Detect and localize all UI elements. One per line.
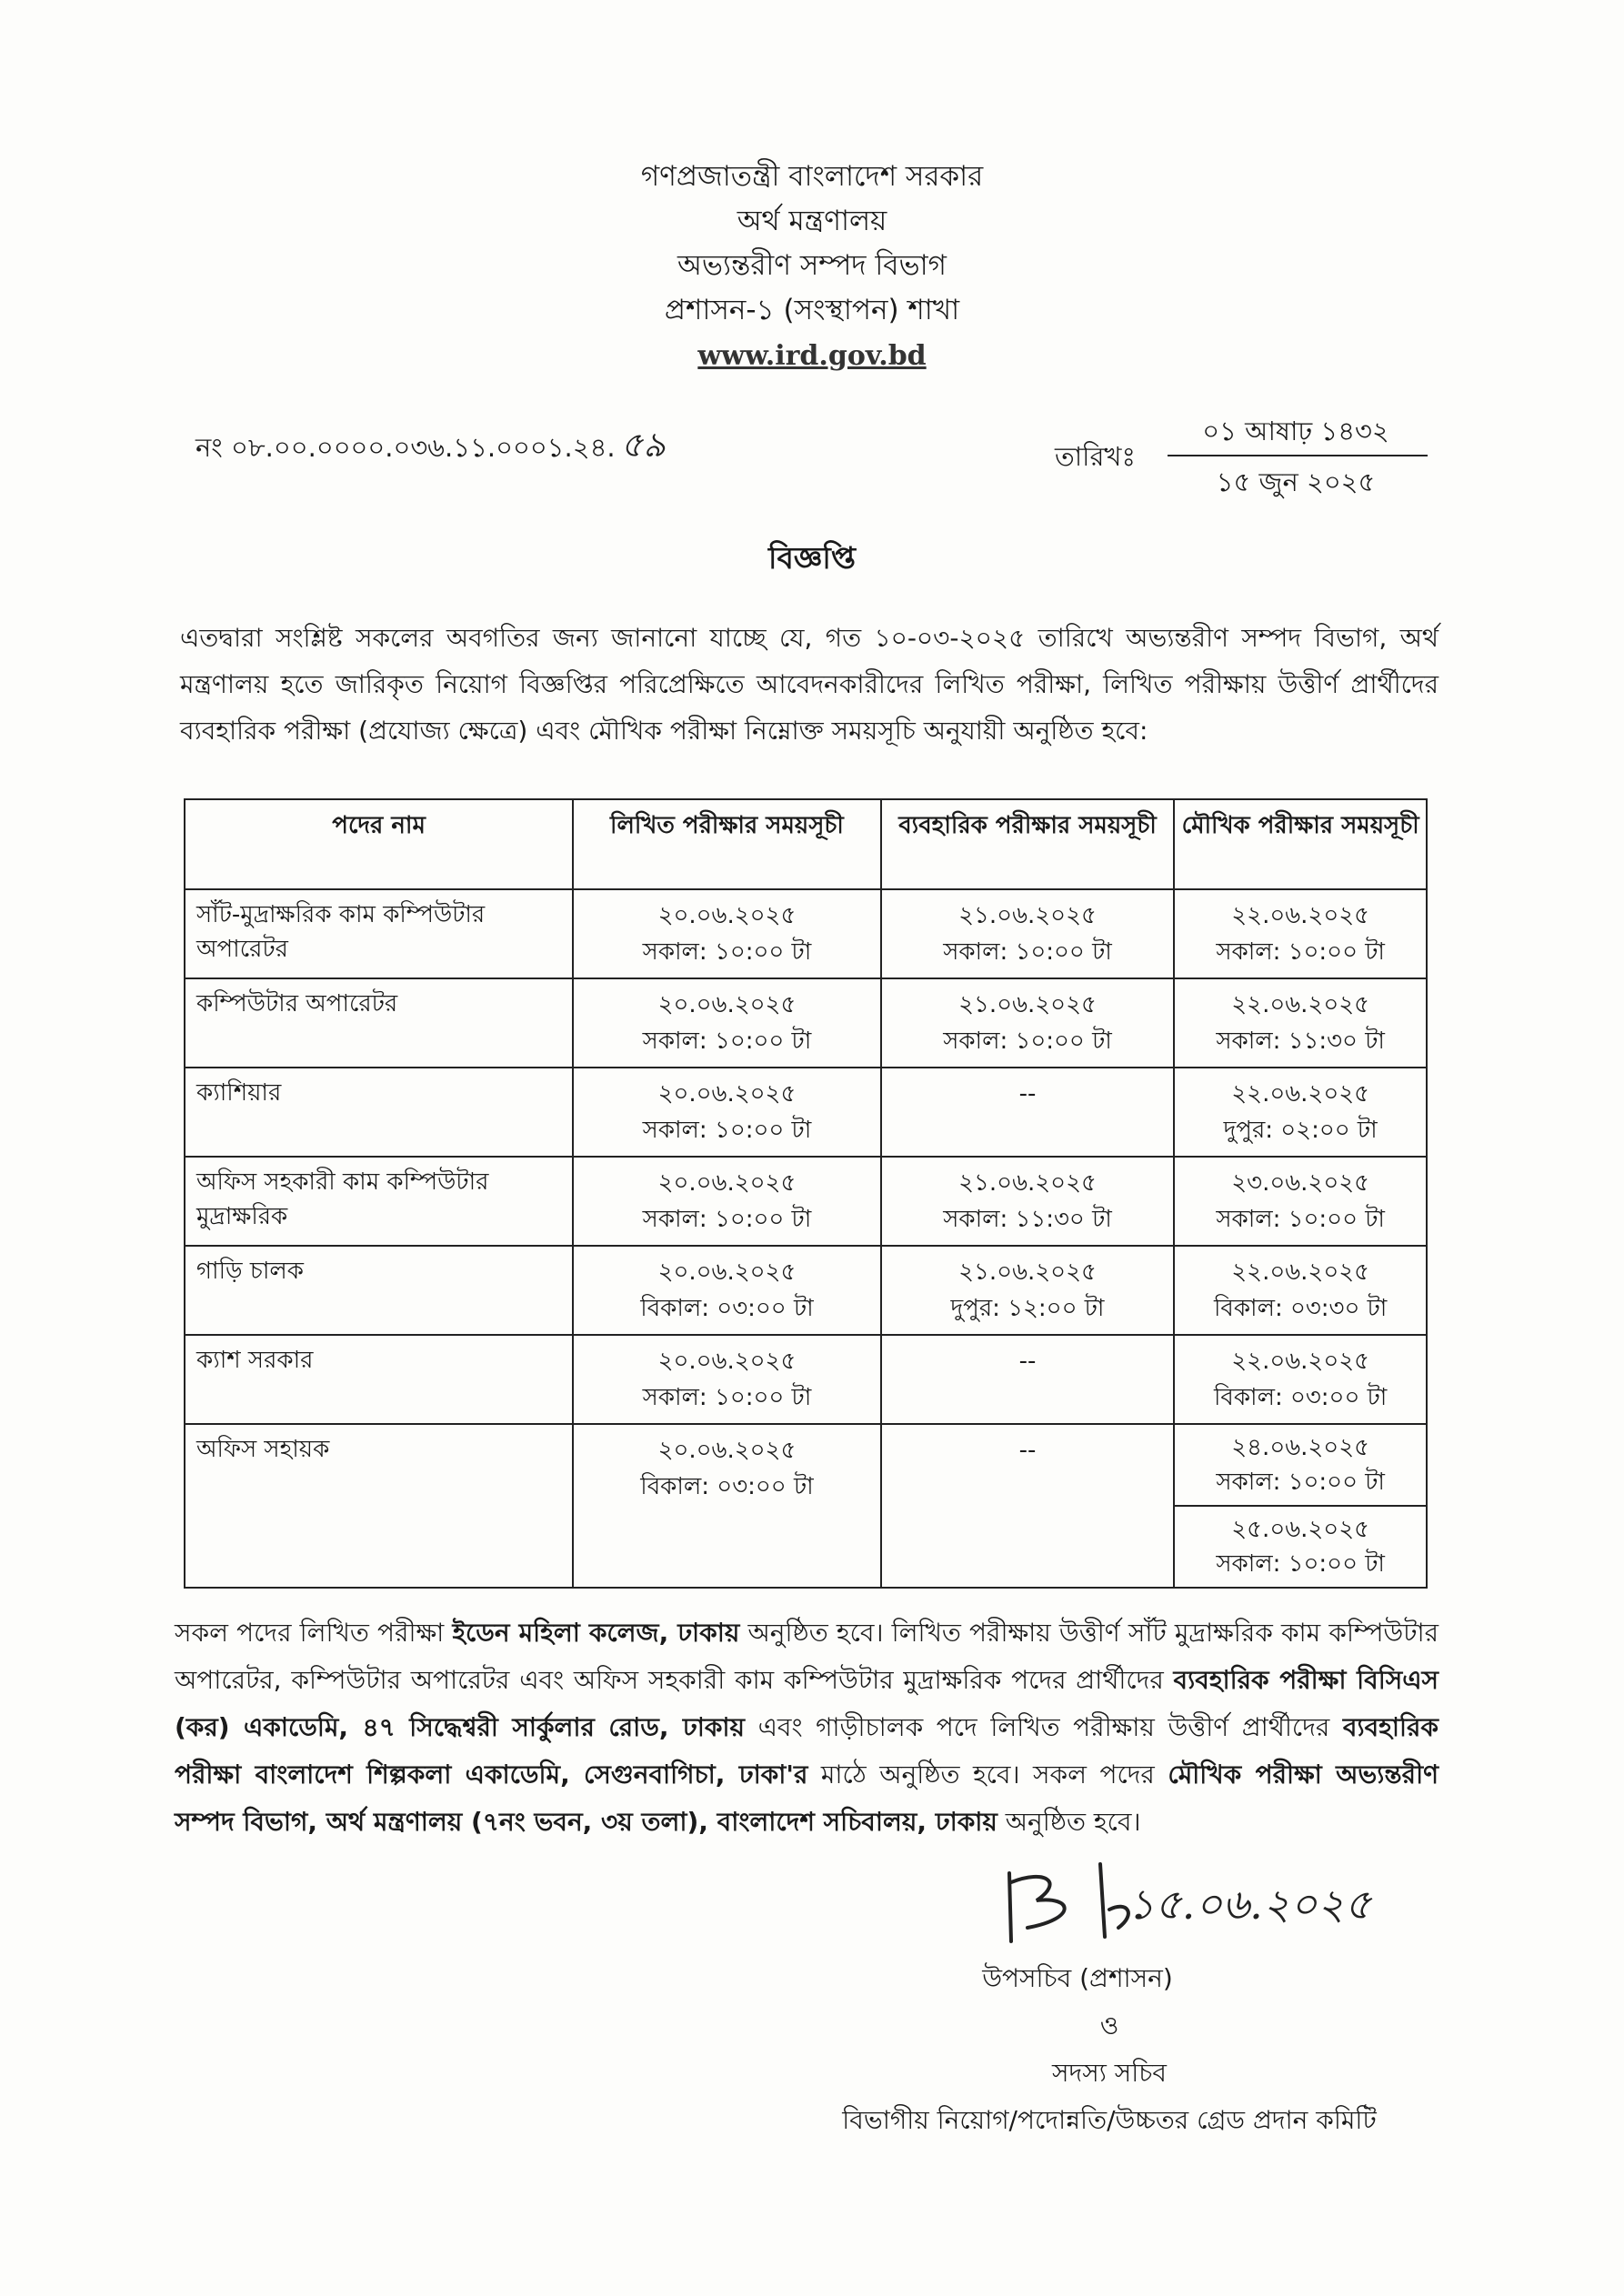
memo-number-text: নং ০৮.০০.০০০০.০৩৬.১১.০০০১.২৪. xyxy=(195,432,616,463)
closing-bold: ব্যবহারিক পরীক্ষা বিসিএস (কর) একাডেমি, ৪৭ সিদ্ধেশ্বরী সার্কুলার রোড, ঢাকায় xyxy=(175,1665,1439,1742)
written-schedule xyxy=(573,1424,881,1588)
written-schedule xyxy=(573,1157,881,1246)
written-date: ২০.০৬.২০২৫ xyxy=(657,1348,797,1375)
written-date: ২০.০৬.২০২৫ xyxy=(657,1169,797,1197)
viva-time: দুপুর: ০২:০০ টা xyxy=(1223,1117,1378,1144)
viva-schedule xyxy=(1174,1335,1427,1424)
viva-date: ২২.০৬.২০২৫ xyxy=(1231,1258,1370,1286)
written-date: ২০.০৬.২০২৫ xyxy=(657,902,797,929)
written-time: সকাল: ১০:০০ টা xyxy=(642,1384,812,1411)
written-schedule xyxy=(573,978,881,1068)
written-time: বিকাল: ০৩:০০ টা xyxy=(640,1295,814,1322)
viva-time: সকাল: ১০:০০ টা xyxy=(1216,1469,1385,1496)
table-row xyxy=(185,1424,1427,1506)
written-date: ২০.০৬.২০২৫ xyxy=(657,1437,797,1464)
viva-schedule xyxy=(1174,978,1427,1068)
post-name: ক্যাশিয়ার xyxy=(185,1068,573,1157)
signatory-conjunction: ও xyxy=(1099,2010,1119,2040)
viva-schedule xyxy=(1174,1157,1427,1246)
closing-bold: ইডেন মহিলা কলেজ, ঢাকায় xyxy=(452,1618,740,1648)
intro-paragraph: এতদ্বারা সংশ্লিষ্ট সকলের অবগতির জন্য জানানো যাচ্ছে যে, গত ১০-০৩-২০২৫ তারিখে অভ্যন্তরীণ সম্পদ বিভাগ, অর্থ মন্ত্রণালয় হতে জারিকৃত নিয়োগ বিজ্ঞপ্তির পরিপ্রেক্ষিতে আবেদনকারীদের লিখিত পরীক্ষা, লিখিত পরীক্ষায় উত্তীর্ণ প্রার্থীদের ব্যবহারিক পরীক্ষা (প্রযোজ্য ক্ষেত্রে) এবং মৌখিক পরীক্ষা নিম্নোক্ত সময়সূচি অনুযায়ী অনুষ্ঠিত হবে: xyxy=(180,623,1439,746)
table-row xyxy=(185,1335,1427,1424)
practical-date: ২১.০৬.২০২৫ xyxy=(958,1258,1097,1286)
signatory-block xyxy=(800,1955,1418,2144)
viva-date: ২২.০৬.২০২৫ xyxy=(1231,1348,1370,1375)
viva-time: সকাল: ১০:০০ টা xyxy=(1216,938,1385,966)
table-row xyxy=(185,889,1427,978)
viva-time: বিকাল: ০৩:৩০ টা xyxy=(1213,1295,1388,1322)
written-time: সকাল: ১০:০০ টা xyxy=(642,1028,812,1055)
written-schedule xyxy=(573,1335,881,1424)
table-header-row xyxy=(185,799,1427,889)
branch-name: প্রশাসন-১ (সংস্থাপন) শাখা xyxy=(664,294,960,326)
written-schedule xyxy=(573,1068,881,1157)
header-written: লিখিত পরীক্ষার সময়সূচী xyxy=(573,799,881,889)
date-bangla: ০১ আষাঢ় ১৪৩২ xyxy=(1202,416,1389,446)
written-schedule xyxy=(573,1246,881,1335)
viva-time: সকাল: ১০:০০ টা xyxy=(1216,1206,1385,1233)
practical-time: সকাল: ১১:৩০ টা xyxy=(943,1206,1112,1233)
practical-time: সকাল: ১০:০০ টা xyxy=(943,938,1112,966)
post-name: ক্যাশ সরকার xyxy=(185,1335,573,1424)
practical-schedule xyxy=(881,978,1175,1068)
govt-name: গণপ্রজাতন্ত্রী বাংলাদেশ সরকার xyxy=(640,160,984,193)
practical-schedule xyxy=(881,1424,1175,1588)
written-date: ২০.০৬.২০২৫ xyxy=(657,991,797,1018)
signatory-designation: উপসচিব (প্রশাসন) xyxy=(982,1963,1173,1993)
viva-date: ২২.০৬.২০২৫ xyxy=(1231,1080,1370,1108)
date-divider xyxy=(1168,455,1428,456)
closing-text: এবং গাড়ীচালক পদে লিখিত পরীক্ষায় উত্তীর্ণ প্রার্থীদের xyxy=(745,1712,1343,1742)
written-schedule xyxy=(573,889,881,978)
viva-date: ২২.০৬.২০২৫ xyxy=(1231,991,1370,1018)
practical-date: ২১.০৬.২০২৫ xyxy=(958,991,1097,1018)
header-post: পদের নাম xyxy=(185,799,573,889)
post-name: কম্পিউটার অপারেটর xyxy=(185,978,573,1068)
post-name: সাঁট-মুদ্রাক্ষরিক কাম কম্পিউটার অপারেটর xyxy=(185,889,573,978)
signatory-role: সদস্য সচিব xyxy=(1052,2058,1167,2088)
schedule-table xyxy=(184,798,1428,1589)
practical-schedule xyxy=(881,1335,1175,1424)
letterhead xyxy=(0,155,1624,380)
date-label: তারিখঃ xyxy=(1055,441,1136,472)
practical-date: -- xyxy=(1018,1348,1037,1375)
practical-schedule xyxy=(881,1246,1175,1335)
signature-handwritten-date: ১৫.০৬.২০২৫ xyxy=(1128,1880,1372,1929)
closing-text: অনুষ্ঠিত হবে। লিখিত পরীক্ষায় উত্তীর্ণ সাঁট মুদ্রাক্ষরিক কাম কম্পিউটার অপারেটর, কম্পিউটার অপারেটর এবং অফিস সহকারী কাম কম্পিউটার মুদ্রাক্ষরিক পদের প্রার্থীদের xyxy=(175,1618,1439,1695)
table-row xyxy=(185,1157,1427,1246)
written-date: ২০.০৬.২০২৫ xyxy=(657,1080,797,1108)
written-date: ২০.০৬.২০২৫ xyxy=(657,1258,797,1286)
practical-date: -- xyxy=(1018,1437,1037,1464)
table-row xyxy=(185,978,1427,1068)
viva-date: ২৪.০৬.২০২৫ xyxy=(1231,1434,1369,1461)
memo-number xyxy=(195,418,666,476)
viva-date: ২৫.০৬.২০২৫ xyxy=(1231,1516,1369,1543)
ministry-name: অর্থ মন্ত্রণালয় xyxy=(737,205,887,237)
written-time: সকাল: ১০:০০ টা xyxy=(642,938,812,966)
written-time: সকাল: ১০:০০ টা xyxy=(642,1117,812,1144)
schedule-body xyxy=(185,889,1427,1588)
viva-time: সকাল: ১০:০০ টা xyxy=(1216,1550,1385,1578)
practical-schedule xyxy=(881,1157,1175,1246)
practical-date: -- xyxy=(1018,1080,1037,1108)
closing-paragraph xyxy=(175,1609,1439,1846)
practical-time: দুপুর: ১২:০০ টা xyxy=(950,1295,1105,1322)
header-practical: ব্যবহারিক পরীক্ষার সময়সূচী xyxy=(881,799,1175,889)
viva-schedule xyxy=(1174,1424,1427,1506)
practical-schedule xyxy=(881,889,1175,978)
viva-schedule xyxy=(1174,889,1427,978)
viva-date: ২৩.০৬.২০২৫ xyxy=(1231,1169,1370,1197)
practical-date: ২১.০৬.২০২৫ xyxy=(958,1169,1097,1197)
notice-title: বিজ্ঞপ্তি xyxy=(768,540,856,576)
date-gregorian: ১৫ জুন ২০২৫ xyxy=(1216,466,1376,497)
table-row xyxy=(185,1246,1427,1335)
viva-date: ২২.০৬.২০২৫ xyxy=(1231,902,1370,929)
viva-schedule xyxy=(1174,1068,1427,1157)
post-name: অফিস সহকারী কাম কম্পিউটার মুদ্রাক্ষরিক xyxy=(185,1157,573,1246)
header-viva: মৌখিক পরীক্ষার সময়সূচী xyxy=(1174,799,1427,889)
viva-schedule xyxy=(1174,1506,1427,1588)
viva-time: বিকাল: ০৩:০০ টা xyxy=(1213,1384,1388,1411)
practical-date: ২১.০৬.২০২৫ xyxy=(958,902,1097,929)
practical-time: সকাল: ১০:০০ টা xyxy=(943,1028,1112,1055)
written-time: সকাল: ১০:০০ টা xyxy=(642,1206,812,1233)
post-name: অফিস সহায়ক xyxy=(185,1424,573,1588)
closing-text: সকল পদের লিখিত পরীক্ষা xyxy=(175,1618,453,1648)
closing-text: মাঠে অনুষ্ঠিত হবে। সকল পদের xyxy=(807,1760,1168,1790)
table-row xyxy=(185,1068,1427,1157)
practical-schedule xyxy=(881,1068,1175,1157)
website-link[interactable]: www.ird.gov.bd xyxy=(697,340,927,372)
signatory-committee: বিভাগীয় নিয়োগ/পদোন্নতি/উচ্চতর গ্রেড প্রদান কমিটি xyxy=(842,2105,1377,2135)
viva-schedule xyxy=(1174,1246,1427,1335)
closing-bold: মৌখিক পরীক্ষা অভ্যন্তরীণ সম্পদ বিভাগ, অর্থ মন্ত্রণালয় (৭নং ভবন, ৩য় তলা), বাংলাদেশ সচিবালয়, ঢাকায় xyxy=(175,1760,1439,1837)
post-name: গাড়ি চালক xyxy=(185,1246,573,1335)
division-name: অভ্যন্তরীণ সম্পদ বিভাগ xyxy=(677,249,947,282)
date-block xyxy=(1055,409,1428,500)
written-time: বিকাল: ০৩:০০ টা xyxy=(640,1473,814,1500)
memo-handwritten-suffix: ৫৯ xyxy=(620,425,666,465)
closing-text: অনুষ্ঠিত হবে। xyxy=(997,1807,1141,1837)
viva-time: সকাল: ১১:৩০ টা xyxy=(1216,1028,1385,1055)
closing-bold: ব্যবহারিক পরীক্ষা বাংলাদেশ শিল্পকলা একাডেমি, সেগুনবাগিচা, ঢাকা'র xyxy=(175,1712,1439,1790)
